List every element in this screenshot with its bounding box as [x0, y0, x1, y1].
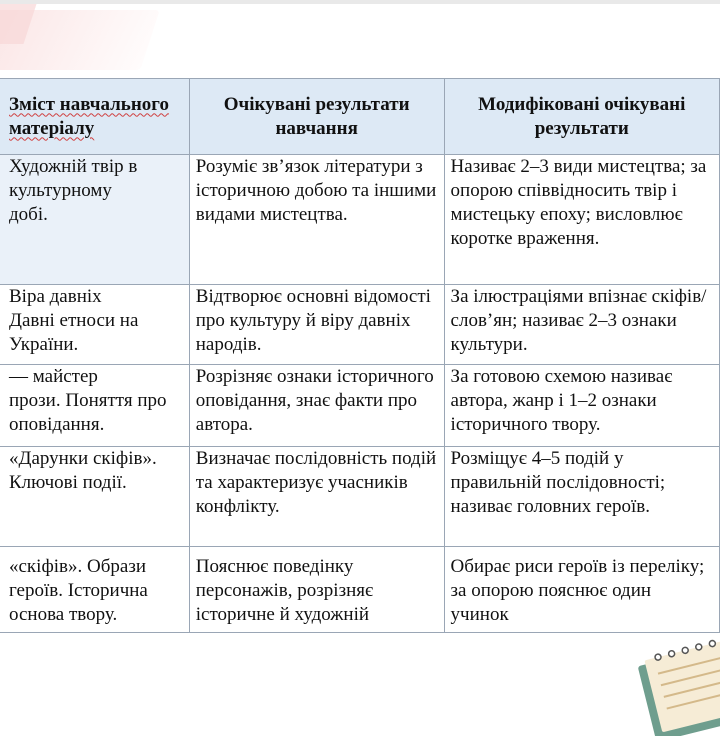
notebook-ring [709, 640, 716, 647]
notebook-ring [695, 643, 702, 650]
cell-text: Обирає риси героїв із переліку; за опорою пояснює один учинок [450, 556, 705, 625]
cell-text: Визначає послідовність подій та характеризує учасників конфлікту. [195, 448, 437, 517]
cell-line: культурному [9, 180, 112, 201]
cell-modified [444, 447, 719, 547]
table-row [0, 365, 720, 447]
header-expected-results [189, 79, 444, 155]
cell-modified [444, 285, 719, 365]
top-strip [0, 0, 720, 4]
cell-modified [444, 547, 719, 633]
header-content [0, 79, 189, 155]
cell-modified [444, 155, 719, 285]
table-row [0, 285, 720, 365]
cell-text: Називає 2–3 види мистецтва; за опорою співвідносить твір і мистецьку епоху; висловлює коротке враження. [450, 156, 707, 249]
cell-line: — майстер [9, 366, 98, 387]
cell-line: Ключові події. [9, 472, 127, 493]
cell-line: «Дарунки скіфів». [9, 448, 157, 469]
cell-line: оповідання. [9, 414, 105, 435]
header-content-text: Зміст навчального матеріалу [9, 93, 169, 139]
cell-content [0, 155, 189, 285]
table-row [0, 547, 720, 633]
table-row [0, 155, 720, 285]
cell-line: прози. Поняття про [9, 390, 167, 411]
cell-expected [189, 447, 444, 547]
notebook-ring [654, 653, 661, 660]
cell-expected [189, 285, 444, 365]
header-modified-text: Модифіковані очікувані результати [478, 93, 686, 139]
cell-text: Розуміє зв’язок літератури з історичною добою та іншими видами мистецтва. [195, 156, 437, 225]
cell-expected [189, 547, 444, 633]
cell-text: Відтворює основні відомості про культуру й віру давніх народів. [195, 286, 431, 355]
notebook-icon [636, 636, 720, 736]
header-expected-text: Очікувані результати навчання [223, 93, 410, 139]
cell-text: Розрізняє ознаки історичного оповідання, знає факти про автора. [195, 366, 434, 435]
table-row [0, 447, 720, 547]
cell-line: України. [9, 334, 79, 355]
cell-text: Пояснює поведінку персонажів, розрізняє історичне й художній [195, 556, 374, 625]
cell-line: героїв. Історична [9, 580, 148, 601]
cell-content [0, 285, 189, 365]
header-modified-results [444, 79, 719, 155]
cell-line: Давні етноси на [9, 310, 139, 331]
cell-text: За готовою схемою називає автора, жанр і 1–2 ознаки історичного твору. [450, 366, 673, 435]
cell-expected [189, 155, 444, 285]
notebook-ring [682, 647, 689, 654]
cell-line: Художній твір в [9, 156, 138, 177]
cell-modified [444, 365, 719, 447]
cell-line: добі. [9, 204, 48, 225]
cell-content [0, 547, 189, 633]
cell-text: За ілюстраціями впізнає скіфів/слов’ян; називає 2–3 ознаки культури. [450, 286, 707, 355]
table-header-row [0, 79, 720, 155]
curriculum-table-wrapper [0, 78, 720, 633]
curriculum-table [0, 78, 720, 633]
cell-line: Віра давніх [9, 286, 102, 307]
cell-line: «скіфів». Образи [9, 556, 146, 577]
cell-expected [189, 365, 444, 447]
cell-content [0, 365, 189, 447]
cell-line: основа твору. [9, 604, 118, 625]
notebook-ring [668, 650, 675, 657]
cell-text: Розміщує 4–5 подій у правильній послідовності; називає головних героїв. [450, 448, 666, 517]
cell-content [0, 447, 189, 547]
